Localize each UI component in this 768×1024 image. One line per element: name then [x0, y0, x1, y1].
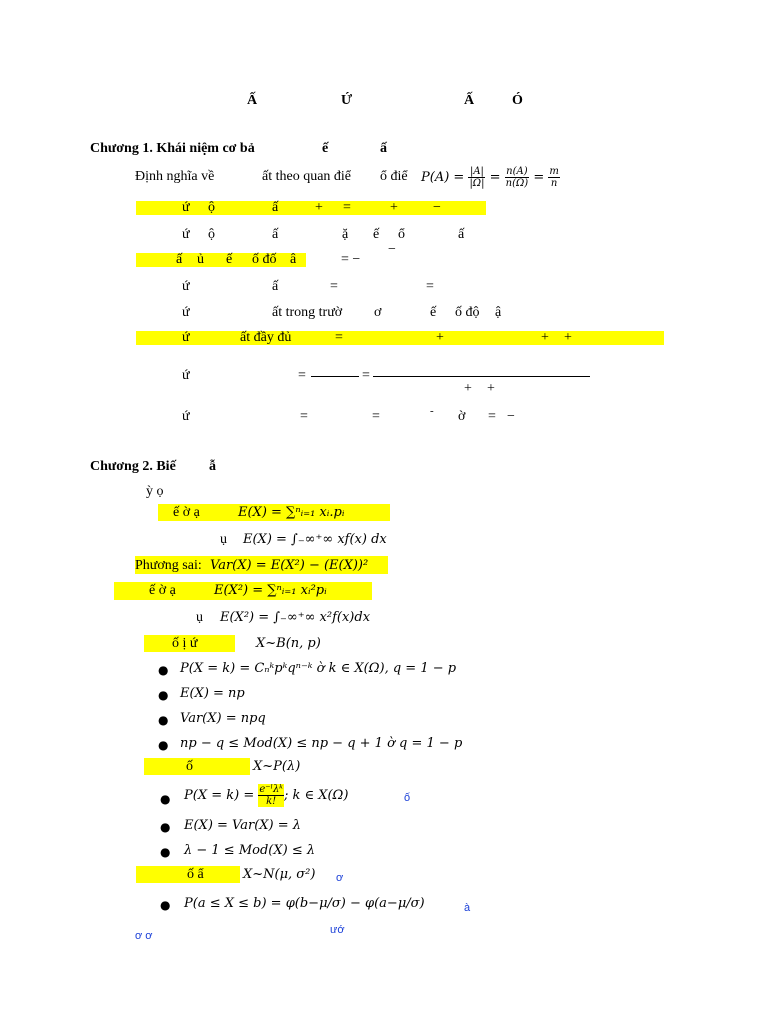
bullet-icon: ●: [160, 898, 171, 912]
chapter2-subheading: ỳ ọ: [146, 484, 164, 499]
row5-frag2: ất trong trườ: [272, 305, 343, 320]
row1-frag6: +: [390, 200, 398, 215]
row8-frag7: −: [507, 409, 515, 424]
row4-frag3: =: [330, 279, 338, 294]
definition-text-2: ất theo quan điể: [262, 169, 352, 184]
binomial-item-3: Var(X) = npq: [180, 711, 266, 726]
row4-frag1: ứ: [182, 279, 190, 294]
row7-frag5: +: [487, 381, 495, 396]
definition-text: Định nghĩa về: [135, 169, 215, 184]
row7-frag2: =: [298, 368, 306, 383]
bullet-icon: ●: [158, 738, 169, 752]
row2-frag7: ấ: [458, 227, 465, 242]
normal-probability: P(a ≤ X ≤ b) = φ(b−μ/σ) − φ(a−μ/σ): [184, 896, 425, 911]
row5-frag5: ố độ: [455, 305, 480, 320]
bullet-icon: ●: [158, 663, 169, 677]
row6-frag2: ất đầy đủ: [240, 330, 292, 345]
poisson-formula: X~P(λ): [253, 759, 301, 774]
chapter2-heading: Chương 2. Biế: [90, 459, 176, 474]
bullet-icon: ●: [160, 845, 171, 859]
row1-frag4: +: [315, 200, 323, 215]
normal-formula: X~N(μ, σ²): [243, 867, 316, 882]
row4-frag4: =: [426, 279, 434, 294]
bullet-icon: ●: [160, 820, 171, 834]
row8-frag2: =: [300, 409, 308, 424]
expectation-discrete-formula: E(X) = ∑ⁿᵢ₌₁ xᵢ.pᵢ: [238, 505, 345, 520]
second-moment-discrete-formula: E(X²) = ∑ⁿᵢ₌₁ xᵢ²pᵢ: [214, 583, 327, 598]
normal-note: ơ: [336, 872, 344, 884]
row2-frag6: ổ: [398, 227, 405, 242]
expectation-continuous-label: ụ: [220, 532, 227, 547]
row3-frag4: ố đố: [252, 252, 277, 267]
row3-frag1: ấ: [176, 252, 183, 267]
row6-frag4: +: [436, 330, 444, 345]
expectation-continuous-formula: E(X) = ∫₋∞⁺∞ xf(x) dx: [243, 532, 387, 547]
chapter1-heading-frag1: ế: [322, 141, 329, 156]
row4-frag2: ấ: [272, 279, 279, 294]
normal-note-3: ướ: [330, 924, 345, 936]
row7-frag3: =: [362, 368, 370, 383]
normal-note-2: à: [464, 902, 471, 914]
binomial-item-2: E(X) = np: [180, 686, 245, 701]
row2-frag5: ế: [373, 227, 380, 242]
row3-frag6: = −: [341, 252, 361, 267]
title-char-2: Ứ: [341, 93, 353, 108]
title-char-3: Ấ: [464, 93, 475, 108]
row5-frag1: ứ: [182, 305, 190, 320]
binomial-item-4: np − q ≤ Mod(X) ≤ np − q + 1 ờ q = 1 − p: [180, 736, 463, 751]
poisson-item-1: E(X) = Var(X) = λ: [184, 818, 301, 833]
row6-frag6: +: [564, 330, 572, 345]
row8-frag1: ứ: [182, 409, 190, 424]
row2-frag4: ặ: [342, 227, 349, 242]
bullet-icon: ●: [158, 688, 169, 702]
chapter2-heading-frag: ẫ: [209, 459, 216, 474]
row1-frag2: ộ: [208, 200, 215, 215]
row3-frag2: ủ: [197, 252, 204, 267]
row6-frag3: =: [335, 330, 343, 345]
second-moment-continuous-formula: E(X²) = ∫₋∞⁺∞ x²f(x)dx: [220, 610, 371, 625]
definition-formula: P(A) = $\frac{|A|}{|\Omega|}$ = $\frac{n(A)}{n(\Omega)}$ = $\frac{m}{n}$: [421, 166, 559, 189]
expectation-label: ế ờ ạ: [173, 505, 200, 520]
row8-frag5: ờ: [458, 409, 466, 424]
row2-frag1: ứ: [182, 227, 190, 242]
bullet-icon: ●: [160, 792, 171, 806]
highlight-row6: [136, 331, 664, 345]
row7-frag4: +: [464, 381, 472, 396]
variance-label: Phương sai:: [135, 558, 202, 573]
binomial-item-1: P(X = k) = Cₙᵏpᵏqⁿ⁻ᵏ ờ k ∈ X(Ω), q = 1 − p: [180, 661, 457, 676]
poisson-label: ố: [186, 759, 193, 774]
row1-frag5: =: [343, 200, 351, 215]
row7-fraction-bar-2: [373, 376, 590, 377]
highlight-poisson: [144, 758, 250, 775]
title-char-4: Ó: [512, 93, 523, 108]
row5-frag4: ế: [430, 305, 437, 320]
row5-frag3: ơ: [374, 305, 382, 320]
row6-frag1: ứ: [182, 330, 190, 345]
chapter1-heading-frag2: ấ: [380, 141, 387, 156]
row3-frag7: −: [388, 242, 396, 257]
row5-frag6: ậ: [495, 305, 502, 320]
row3-frag3: ế: [226, 252, 233, 267]
row8-frag3: =: [372, 409, 380, 424]
title-char-1: Ấ: [247, 93, 258, 108]
row1-frag7: −: [433, 200, 441, 215]
row6-frag5: +: [541, 330, 549, 345]
highlight-row3: [136, 253, 306, 267]
row1-frag3: ấ: [272, 200, 279, 215]
row3-frag5: â: [290, 252, 297, 267]
chapter1-heading: Chương 1. Khái niệm cơ bả: [90, 141, 255, 156]
row1-frag1: ứ: [182, 200, 190, 215]
row8-frag4: -: [430, 405, 434, 417]
normal-label: ố ẩ: [187, 867, 204, 882]
binomial-formula: X~B(n, p): [256, 636, 321, 651]
footer-note: ơ ơ: [135, 930, 153, 942]
row8-frag6: =: [488, 409, 496, 424]
poisson-pmf: P(X = k) = $\frac{\text{e⁻ˡλᵏ}}{k!}$ ; k ∈ X(Ω): [184, 784, 349, 807]
poisson-item-2: λ − 1 ≤ Mod(X) ≤ λ: [184, 843, 316, 858]
definition-text-3: ổ điể: [380, 169, 408, 184]
variance-formula: Var(X) = E(X²) − (E(X))²: [210, 558, 369, 573]
second-moment-label: ế ờ ạ: [149, 583, 176, 598]
row2-frag2: ộ: [208, 227, 215, 242]
second-moment-continuous-label: ụ: [196, 610, 203, 625]
row7-fraction-bar-1: [311, 376, 359, 377]
row2-frag3: ấ: [272, 227, 279, 242]
row7-frag1: ứ: [182, 368, 190, 383]
binomial-label: ố ị ứ: [172, 636, 198, 651]
poisson-note: ố: [404, 792, 411, 804]
bullet-icon: ●: [158, 713, 169, 727]
